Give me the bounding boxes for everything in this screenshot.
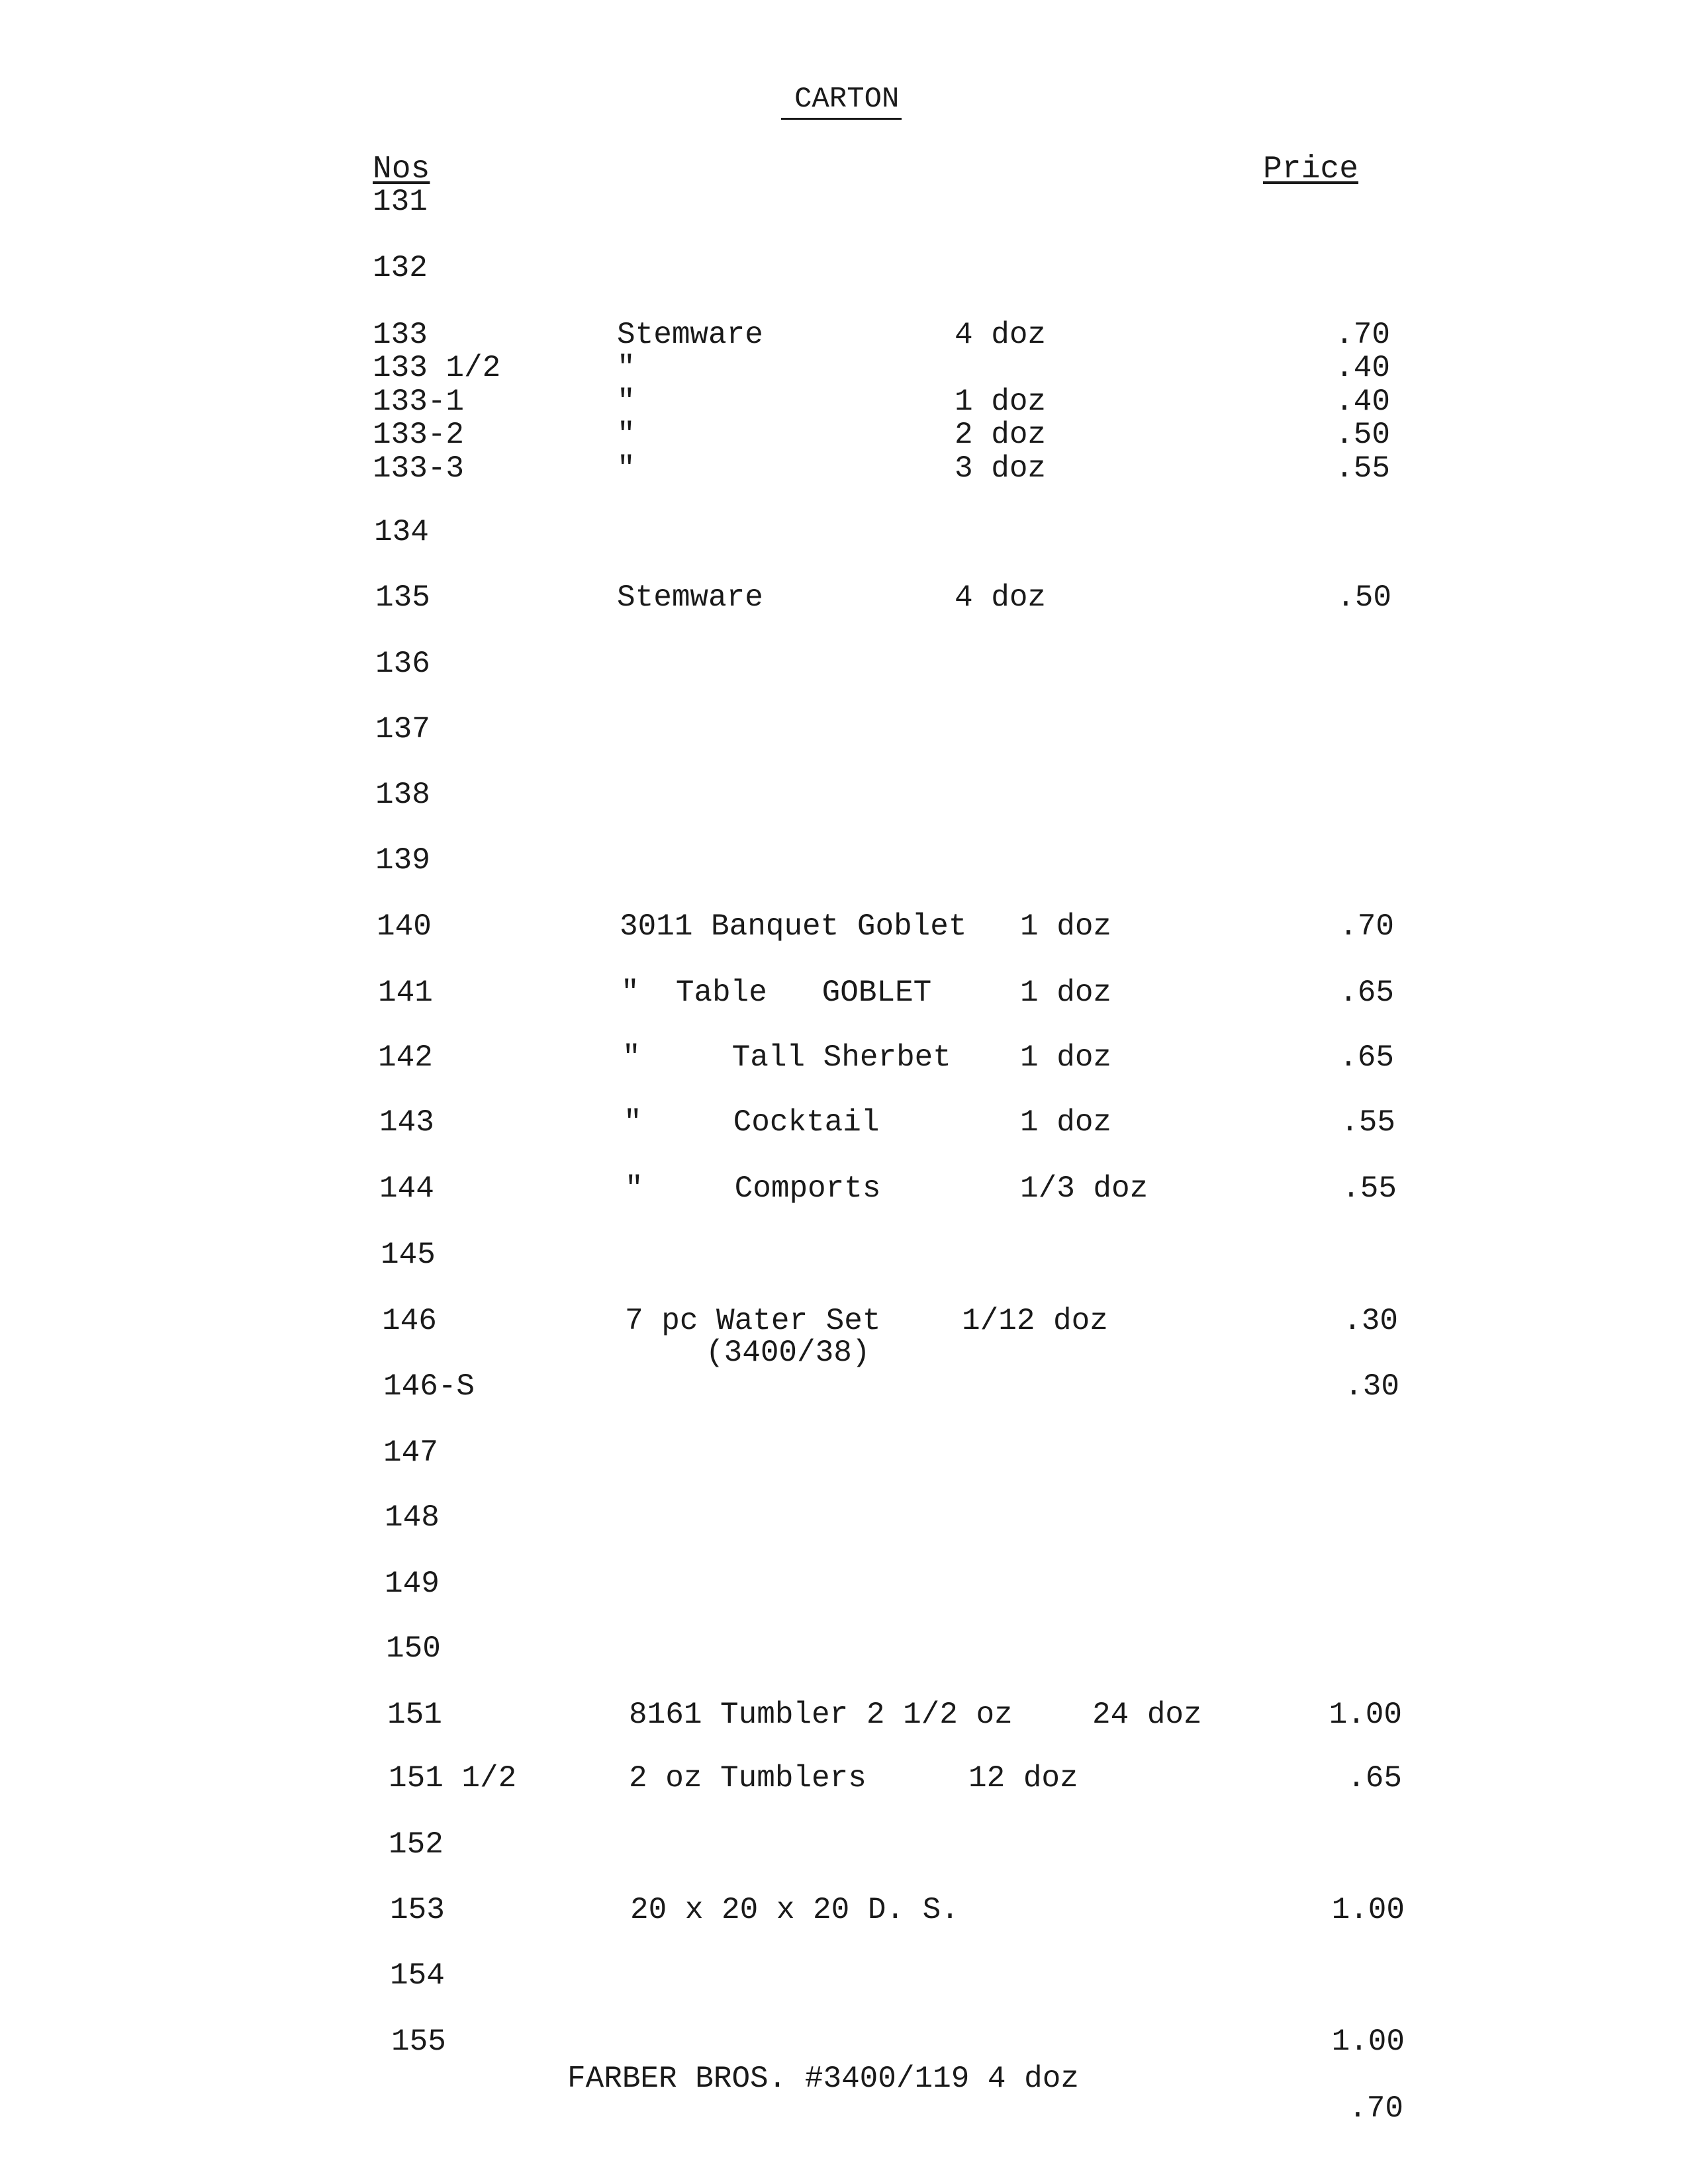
row-number: 150 — [386, 1631, 441, 1666]
row-price: .65 — [1339, 1040, 1394, 1075]
row-quantity: 2 doz — [955, 418, 1047, 452]
row-quantity: 1 doz — [955, 385, 1047, 419]
row-number: 153 — [390, 1893, 445, 1927]
row-description: " — [617, 385, 635, 419]
row-price: .65 — [1339, 976, 1394, 1010]
row-number: 154 — [390, 1958, 445, 1993]
row-price: .70 — [1339, 909, 1394, 944]
row-price: .50 — [1335, 418, 1390, 452]
footer-note: FARBER BROS. #3400/119 4 doz — [567, 2062, 1079, 2096]
row-number: 133-2 — [373, 418, 465, 452]
row-description: " Cocktail — [624, 1105, 880, 1140]
footer-price: .70 — [1348, 2091, 1403, 2126]
row-number: 142 — [378, 1040, 433, 1075]
row-number: 143 — [379, 1105, 434, 1140]
row-price: 1.00 — [1331, 1893, 1405, 1927]
row-description: 3011 Banquet Goblet — [620, 909, 967, 944]
row-number: 149 — [385, 1567, 440, 1601]
row-price: .50 — [1336, 580, 1391, 615]
row-number: 152 — [389, 1827, 444, 1862]
row-number: 139 — [375, 843, 430, 878]
row-number: 136 — [375, 647, 430, 681]
row-price: .40 — [1335, 351, 1390, 385]
row-description: " Table GOBLET — [621, 976, 932, 1010]
row-price: 1.00 — [1329, 1698, 1402, 1732]
row-number: 135 — [375, 580, 430, 615]
row-description: " Tall Sherbet — [622, 1040, 951, 1075]
row-number: 148 — [385, 1500, 440, 1535]
row-quantity: 12 doz — [968, 1761, 1078, 1796]
row-price: .40 — [1335, 385, 1390, 419]
row-quantity: 3 doz — [955, 451, 1047, 486]
row-description: " — [617, 418, 635, 452]
row-price: 1.00 — [1331, 2025, 1405, 2059]
row-price: .30 — [1344, 1369, 1399, 1404]
row-quantity: 1/3 doz — [1020, 1171, 1149, 1206]
row-quantity: 4 doz — [955, 580, 1047, 615]
row-number: 147 — [383, 1435, 438, 1470]
row-description-sub: (3400/38) — [706, 1336, 870, 1370]
row-quantity: 24 doz — [1092, 1698, 1202, 1732]
row-description: " Comports — [625, 1171, 881, 1206]
row-price: .55 — [1335, 451, 1390, 486]
row-number: 133 — [373, 318, 428, 352]
nos-column-header: Nos — [373, 152, 430, 187]
row-quantity: 1 doz — [1020, 976, 1112, 1010]
row-number: 145 — [381, 1238, 436, 1272]
row-number: 141 — [378, 976, 433, 1010]
row-number: 155 — [391, 2025, 446, 2059]
row-number: 132 — [373, 251, 428, 285]
row-description: 7 pc Water Set — [625, 1304, 881, 1338]
row-price: .55 — [1342, 1171, 1397, 1206]
row-price: .30 — [1343, 1304, 1398, 1338]
row-number: 146 — [382, 1304, 437, 1338]
row-number: 151 1/2 — [389, 1761, 517, 1796]
row-quantity: 1/12 doz — [962, 1304, 1108, 1338]
row-number: 140 — [377, 909, 432, 944]
row-description: Stemware — [617, 318, 763, 352]
row-price: .65 — [1347, 1761, 1402, 1796]
row-description: 8161 Tumbler 2 1/2 oz — [629, 1698, 1013, 1732]
row-price: .70 — [1335, 318, 1390, 352]
row-number: 138 — [375, 778, 430, 812]
row-quantity: 4 doz — [955, 318, 1047, 352]
price-column-header: Price — [1263, 152, 1359, 187]
row-description: 20 x 20 x 20 D. S. — [630, 1893, 959, 1927]
row-number: 146-S — [383, 1369, 475, 1404]
page-title: CARTON — [781, 83, 902, 120]
row-number: 137 — [375, 712, 430, 747]
row-number: 133 1/2 — [373, 351, 501, 385]
row-description: Stemware — [617, 580, 763, 615]
row-number: 133-1 — [373, 385, 465, 419]
row-number: 151 — [387, 1698, 442, 1732]
row-price: .55 — [1340, 1105, 1395, 1140]
row-description: " — [617, 451, 635, 486]
row-number: 131 — [373, 185, 428, 219]
row-number: 133-3 — [373, 451, 465, 486]
row-quantity: 1 doz — [1020, 1040, 1112, 1075]
row-description: 2 oz Tumblers — [629, 1761, 867, 1796]
row-quantity: 1 doz — [1020, 909, 1112, 944]
row-number: 134 — [374, 515, 429, 549]
row-number: 144 — [379, 1171, 434, 1206]
row-quantity: 1 doz — [1020, 1105, 1112, 1140]
row-description: " — [617, 351, 635, 385]
